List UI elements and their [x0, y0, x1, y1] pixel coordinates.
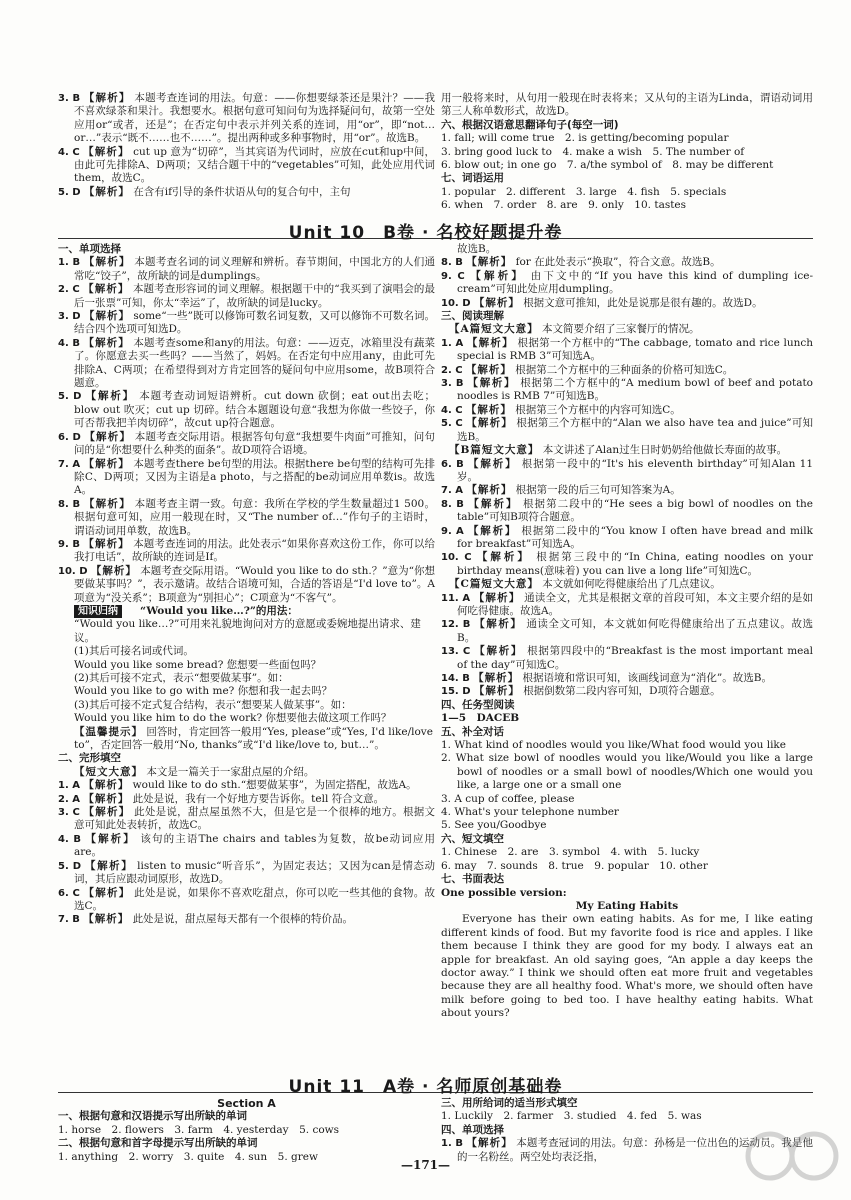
answer-item: 7. B 【解析】 此处是说，甜点屋每天都有一个很棒的特价品。	[58, 913, 354, 926]
answer-item: 15. D 【解析】 根据倒数第二段内容可知，D项符合题意。	[441, 685, 721, 698]
answer-line: 1. horse 2. flowers 3. farm 4. yesterday 5. cows	[58, 1123, 340, 1136]
answer-item: 7. A 【解析】 本题考查there be句型的用法。根据there be句型的结构可先排除C、D两项；又因为主语是a photo，与之搭配的be动词应用单数is。故选A。	[58, 457, 435, 497]
knowledge-tip-header	[58, 605, 435, 618]
answer-line: 3. bring good luck to 4. make a wish 5. The number of	[441, 145, 745, 158]
answer-item: 4. C 【解析】 cut up 意为“切碎”，当其宾语为代词时，应放在cut和up中间，由此可先排除A、D两项；又结合题干中的“vegetables”可知，此处应用代词them，故选C。	[58, 145, 435, 185]
tip-line: (2)其后可接不定式，表示“想要做某事”。如：	[74, 672, 289, 684]
section-title: 七、书面表达	[441, 873, 504, 886]
answer-item: 9. B 【解析】 本题考查连词的用法。此处表示“如果你喜欢这份工作，你可以给我打电话”，故所缺的连词是If。	[58, 537, 436, 564]
tip-line: “Would you like…?”可用来礼貌地询问对方的意愿或委婉地提出请求、建议。	[74, 618, 421, 644]
answer-line: 2. What size bowl of noodles would you like/Would you like a large bowl of noodles or a small bowl of noodles/Which one would you like, a large one or a small one	[441, 752, 813, 792]
continued-text: 用一般将来时，从句用一般现在时表将来；又从句的主语为Linda，谓语动词用第三人称单数形式，故选D。	[441, 92, 813, 118]
answer-item: 3. C 【解析】 此处是说，甜点屋虽然不大，但是它是一个很棒的地方。根据文意可知此处表转折，故选C。	[58, 806, 436, 832]
answer-item: 7. A 【解析】 根据第一段的后三句可知答案为A。	[441, 484, 681, 497]
answer-item: 2. C 【解析】 根据第二个方框中的三种面条的价格可知选C。	[441, 363, 734, 376]
answer-line: 6. may 7. sounds 8. true 9. popular 10. other	[441, 859, 708, 872]
answer-item: 6. C 【解析】 此处是说，如果你不喜欢吃甜点，你可以吃一些其他的食物。故选C。	[58, 886, 436, 912]
knowledge-badge: 知识归纳	[74, 605, 122, 618]
answer-item: 1. A 【解析】 根据第一个方框中的“The cabbage, tomato and rice lunch special is RMB 3”可知选A。	[441, 336, 813, 363]
warm-tip: 【温馨提示】 回答时，肯定回答一般用“Yes, please”或“Yes, I'd like/love to”，否定回答一般用“No, thanks”或“I'd like/love to, but…”。	[74, 725, 433, 752]
answer-item: 1. B 【解析】 本题考查名词的词义理解和辨析。春节期间，中国北方的人们通常吃“饺子”，故所缺的词是dumplings。	[58, 256, 435, 282]
answer-item: 3. B 【解析】 根据第二个方框中的“A medium bowl of beef and potato noodles is RMB 7”可知选B。	[441, 377, 813, 403]
answer-item: 13. C 【解析】 根据第四段中的“Breakfast is the most important meal of the day”可知选C。	[441, 645, 813, 671]
section-title: 四、单项选择	[441, 1123, 504, 1136]
answer-line: 5. See you/Goodbye	[441, 819, 547, 832]
tip-line: Would you like some bread? 您想要一些面包吗？	[74, 658, 322, 671]
section-title: 四、任务型阅读	[441, 698, 515, 711]
section-title: 三、用所给词的适当形式填空	[441, 1097, 578, 1109]
answer-item: 12. B 【解析】 通读全文可知，本文就如何吃得健康给出了五点建议。故选B。	[441, 618, 814, 644]
right-column-top	[441, 92, 813, 213]
section-title: 七、词语运用	[441, 172, 504, 185]
answer-item: 5. C 【解析】 根据第三个方框中的“Alan we also have tea and juice”可知选B。	[441, 417, 813, 443]
answer-line: 1. What kind of noodles would you like/What food would you like	[441, 739, 787, 752]
answer-item: 9. C 【解析】 由下文中的“If you have this kind of dumpling ice-cream”可知此处应用dumpling。	[441, 269, 814, 296]
section-title: 六、短文填空	[441, 832, 504, 845]
answer-line: 1. Luckily 2. farmer 3. studied 4. fed 5. was	[441, 1110, 702, 1123]
tip-line: (3)其后可接不定式复合结构，表示“想要某人做某事”。如：	[74, 698, 352, 711]
answer-item: 14. B 【解析】 根据语境和常识可知，该画线词意为“消化”。故选B。	[441, 672, 772, 684]
answer-line: 1. popular 2. different 3. large 4. fish 5. specials	[441, 185, 727, 198]
answer-item: 1. B 【解析】 本题考查冠词的用法。句意：孙杨是一位出色的运动员。我是他的一名粉丝。两空处均表泛指，	[441, 1137, 814, 1163]
answer-item: 5. D 【解析】 在含有if引导的条件状语从句的复合句中，主句	[58, 185, 351, 198]
section-title: 三、阅读理解	[441, 310, 504, 323]
essay-title: My Eating Habits	[575, 899, 679, 912]
answer-line: 1. Chinese 2. are 3. symbol 4. with 5. lucky	[441, 846, 700, 859]
page-number: —171—	[400, 1158, 451, 1172]
answer-line: 4. What's your telephone number	[441, 806, 619, 819]
tip-line: Would you like to go with me? 你想和我一起去吗？	[74, 685, 333, 698]
right-column-unit10	[441, 243, 813, 1021]
unit-10-title: Unit 10 B卷 · 名校好题提升卷	[288, 223, 563, 243]
answer-item: 2. A 【解析】 此处是说，我有一个好地方要告诉你。tell 符合文意。	[58, 792, 385, 805]
answer-item: 6. B 【解析】 根据第一段中的“It's his eleventh birthday”可知Alan 11岁。	[441, 457, 813, 483]
watermark-logo-icon	[742, 1128, 842, 1192]
answer-item: 3. B 【解析】 本题考查连词的用法。句意：——你想要绿茶还是果汁？——我不喜欢绿茶和果汁。我想要水。根据句意可知问句为选择疑问句，故第一空处应用or“或者，还是”；在否定句中表示并列关系的连词，用“or”，即“not…or…”表示“既不……也不……”。提出两种或多种事物时，用“or”。故选B。	[58, 92, 435, 145]
answer-item: 10. D 【解析】 根据文意可推知，此处是说那是很有趣的。故选D。	[441, 296, 763, 309]
answer-item: 9. A 【解析】 根据第二段中的“You know I often have bread and milk for breakfast”可知选A。	[441, 524, 813, 550]
section-title: 二、完形填空	[58, 752, 121, 765]
section-title: 二、根据句意和首字母提示写出所缺的单词	[58, 1137, 258, 1150]
section-a-title: Section A	[217, 1097, 276, 1110]
passage-summary: 【B篇短文大意】 本文讲述了Alan过生日时奶奶给他做长寿面的故事。	[449, 444, 788, 457]
tip-line: (1)其后可接名词或代词。	[74, 645, 194, 658]
answer-item: 10. D 【解析】 本题考查交际用语。“Would you like to do sth.？”意为“你想要做某事吗？”，表示邀请。故结合语境可知，合适的答语是“I'd love to”。A项意为“没关系”；B项意为“别担心”；C项意为“不客气”。	[58, 564, 436, 604]
answer-item: 8. B 【解析】 根据第二段中的“He sees a big bowl of noodles on the table”可知B项符合题意。	[441, 497, 814, 524]
essay-body: Everyone has their own eating habits. As for me, I like eating different kinds of food. But my favorite food is rice and apples. I like them because I think they are good for my body. I always eat an apple for breakfast. An old saying goes, “An apple a day keeps the doctor away.” I think we should often eat more fruit and vegetables because they are all healthy food. What's more, we should often have milk before going to bed too. I have healthy eating habits. What about yours?	[441, 913, 813, 1020]
sample-version-label: One possible version:	[441, 886, 567, 899]
passage-summary: 【A篇短文大意】 本文简要介绍了三家餐厅的情况。	[449, 323, 700, 336]
answer-line: 1. anything 2. worry 3. quite 4. sun 5. grew	[58, 1150, 318, 1163]
answer-item: 8. B 【解析】 for 在此处表示“换取”，符合文意。故选B。	[441, 256, 721, 269]
passage-summary: 【C篇短文大意】 本文就如何吃得健康给出了几点建议。	[449, 578, 721, 591]
left-column-unit10	[58, 243, 435, 927]
answer-item: 4. B 【解析】 本题考查some和any的用法。句意：——迈克，冰箱里没有蔬菜了。你愿意去买一些吗？——当然了，妈妈。在否定句中应用any，由此可先排除A、C两项；在希望得到对方肯定回答的疑问句中应用some，故B项符合题意。	[58, 336, 436, 390]
answer-line: 3. A cup of coffee, please	[441, 792, 575, 805]
answer-line: 6. when 7. order 8. are 9. only 10. tastes	[441, 199, 687, 212]
left-column-unit11	[58, 1097, 435, 1164]
answer-item: 4. B 【解析】 该句的主语The chairs and tables为复数，故be动词应用are。	[58, 832, 435, 859]
continued-text: 故选B。	[457, 243, 497, 255]
answer-item: 3. D 【解析】 some“一些”既可以修饰可数名词复数，又可以修饰不可数名词。结合四个选项可知选D。	[58, 310, 435, 336]
unit-11-title: Unit 11 A卷 · 名师原创基础卷	[288, 1077, 563, 1097]
tip-title: “Would you like…?”的用法：	[140, 604, 298, 617]
answer-item: 2. C 【解析】 本题考查形容词的词义理解。根据题干中的“我买到了演唱会的最后一张票”可知，你太“幸运”了，故所缺的词是lucky。	[58, 283, 436, 309]
left-column	[58, 92, 435, 199]
answer-line: 1. fall; will come true 2. is getting/becoming popular	[441, 132, 729, 145]
section-title: 一、单项选择	[58, 243, 121, 255]
answer-item: 6. D 【解析】 本题考查交际用语。根据答句句意“我想要牛肉面”可推知，问句问的是“你想要什么种类的面条”。故D项符合语境。	[58, 430, 435, 457]
answer-line: 1—5 DACEB	[441, 712, 520, 725]
answer-item: 8. B 【解析】 本题考查主谓一致。句意：我所在学校的学生数量超过1 500。根据句意可知，应用一般现在时，又“The number of…”作句子的主语时，谓语动词用单数，故选B。	[58, 497, 435, 537]
answer-item: 4. C 【解析】 根据第三个方框中的内容可知选C。	[441, 403, 681, 416]
section-title: 五、补全对话	[441, 725, 504, 738]
answer-item: 5. D 【解析】 listen to music“听音乐”，为固定表达；又因为can是情态动词，其后应跟动词原形，故选D。	[58, 859, 435, 886]
section-title: 六、根据汉语意思翻译句子(每空一词)	[441, 118, 619, 131]
answer-item: 10. C 【解析】 根据第三段中的“In China, eating noodles on your birthday means(意味着) you can live a long life”可知选C。	[441, 551, 813, 577]
section-title: 一、根据句意和汉语提示写出所缺的单词	[58, 1110, 247, 1123]
tip-line: Would you like him to do the work? 你想要他去做这项工作吗？	[74, 712, 392, 725]
answer-item: 1. A 【解析】 would like to do sth.“想要做某事”，为固定搭配，故选A。	[58, 779, 417, 792]
answer-item: 11. A 【解析】 通读全文，尤其是根据文章的首段可知，本文主要介绍的是如何吃得健康。故选A。	[441, 591, 814, 617]
answer-line: 6. blow out; in one go 7. a/the symbol of 8. may be different	[441, 159, 774, 172]
answer-item: 5. D 【解析】 本题考查动词短语辨析。cut down 砍倒；eat out出去吃；blow out 吹灭；cut up 切碎。结合本题题设句意“我想为你做一些饺子，你可否帮我把羊肉切碎”，故cut up符合题意。	[58, 390, 436, 430]
passage-summary: 【短文大意】 本文是一篇关于一家甜点屋的介绍。	[74, 765, 315, 778]
